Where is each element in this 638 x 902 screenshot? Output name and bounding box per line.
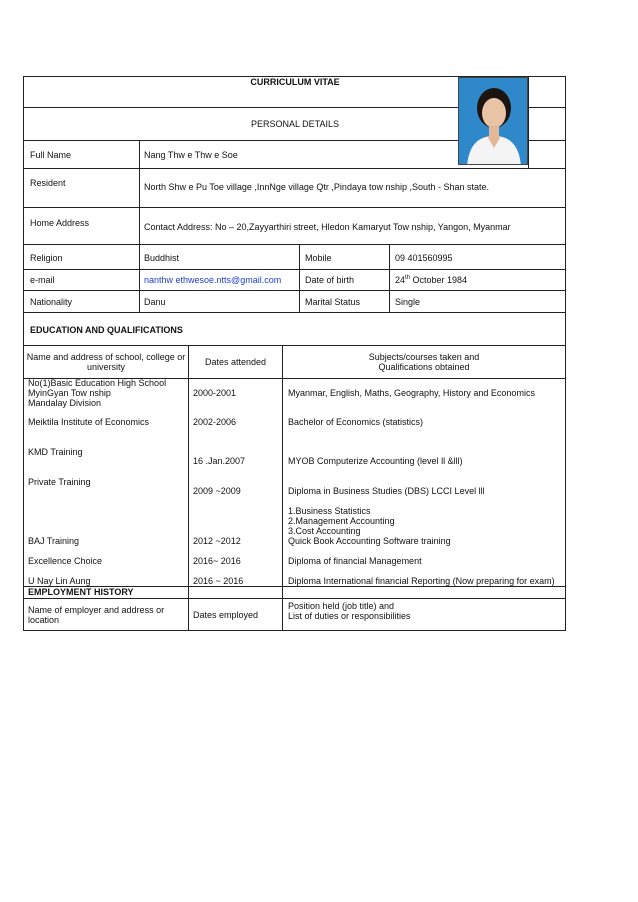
full-name-value: Nang Thw e Thw e Soe (144, 150, 238, 160)
education-row-school: U Nay Lin Aung (28, 576, 91, 586)
subject-line: 1.Business Statistics (288, 506, 371, 516)
dob-value (395, 275, 467, 285)
education-row-school: Private Training (28, 477, 91, 487)
employment-col-dates-header: Dates employed (193, 610, 259, 620)
education-row-dates: 2016~ 2016 (193, 556, 241, 566)
education-row-subjects: Diploma in Business Studies (DBS) LCCI Level lll (288, 486, 485, 496)
position-header-line1: Position held (job title) and (288, 601, 395, 611)
marital-value: Single (395, 297, 421, 307)
religion-value: Buddhist (144, 253, 180, 263)
employment-heading: EMPLOYMENT HISTORY (28, 587, 134, 597)
employment-col-employer-header (28, 605, 186, 625)
home-address-value: Contact Address: No – 20,Zayyarthiri street, Hledon Kamaryut Tow nship, Yangon, Myanmar (144, 222, 511, 232)
religion-label: Religion (30, 253, 63, 263)
resident-label: Resident (30, 178, 66, 188)
nationality-value: Danu (144, 297, 166, 307)
portrait-image (459, 78, 528, 165)
email-label: e-mail (30, 275, 55, 285)
employment-col-position-header (288, 601, 411, 621)
education-row-dates: 2009 ~2009 (193, 486, 241, 496)
education-row-subjects: Myanmar, English, Maths, Geography, History and Economics (288, 388, 535, 398)
school-line: MyinGyan Tow nship (28, 388, 111, 398)
education-col-school-header (24, 352, 188, 372)
education-row-dates: 2016 ~ 2016 (193, 576, 244, 586)
position-header-line2: List of duties or responsibilities (288, 611, 411, 621)
education-row-school: Excellence Choice (28, 556, 103, 566)
resident-value: North Shw e Pu Toe village ,InnNge village Qtr ,Pindaya tow nship ,South - Shan state. (144, 182, 490, 192)
education-row-school: Meiktila Institute of Economics (28, 417, 150, 427)
school-line: Mandalay Division (28, 398, 102, 408)
profile-photo (458, 77, 528, 165)
section-personal-details: PERSONAL DETAILS (250, 119, 340, 129)
dob-label: Date of birth (305, 275, 355, 285)
education-row-subjects: Quick Book Accounting Software training (288, 536, 451, 546)
school-header-line2: university (86, 362, 125, 372)
full-name-label: Full Name (30, 150, 72, 160)
employer-header-line2: location (28, 615, 60, 625)
cv-title: CURRICULUM VITAE (250, 77, 340, 87)
dob-suffix: th (405, 275, 411, 281)
email-link[interactable]: nanthw ethwesoe.ntts@gmail.com (144, 275, 282, 285)
education-row-subjects: MYOB Computerize Accounting (level ll &lll) (288, 456, 463, 466)
home-address-label: Home Address (30, 218, 90, 228)
education-row-dates: 16 .Jan.2007 (193, 456, 246, 466)
school-line: No(1)Basic Education High School (28, 378, 167, 388)
nationality-label: Nationality (30, 297, 73, 307)
employer-header-line1: Name of employer and address or (28, 605, 165, 615)
subject-line: 2.Management Accounting (288, 516, 395, 526)
marital-label: Marital Status (305, 297, 361, 307)
subject-line: 3.Cost Accounting (288, 526, 361, 536)
dob-month-year: October 1984 (410, 275, 468, 285)
mobile-label: Mobile (305, 253, 332, 263)
subjects-header-line2: Qualifications obtained (378, 362, 470, 372)
education-row-school (28, 378, 186, 408)
dob-day: 24 (395, 275, 406, 285)
education-row-subjects-list (288, 506, 395, 536)
education-row-school: BAJ Training (28, 536, 80, 546)
education-row-subjects: Bachelor of Economics (statistics) (288, 417, 424, 427)
education-col-subjects-header (283, 352, 565, 372)
subjects-header-line1: Subjects/courses taken and (368, 352, 480, 362)
education-row-dates: 2000-2001 (193, 388, 237, 398)
mobile-value: 09 401560995 (395, 253, 453, 263)
education-row-dates: 2012 ~2012 (193, 536, 241, 546)
education-row-school: KMD Training (28, 447, 83, 457)
education-heading: EDUCATION AND QUALIFICATIONS (30, 325, 183, 335)
education-row-dates: 2002-2006 (193, 417, 237, 427)
education-row-subjects: Diploma of financial Management (288, 556, 422, 566)
education-col-dates-header: Dates attended (204, 357, 267, 367)
education-row-subjects: Diploma International financial Reporting (Now preparing for exam) (288, 576, 555, 586)
school-header-line1: Name and address of school, college or (26, 352, 186, 362)
